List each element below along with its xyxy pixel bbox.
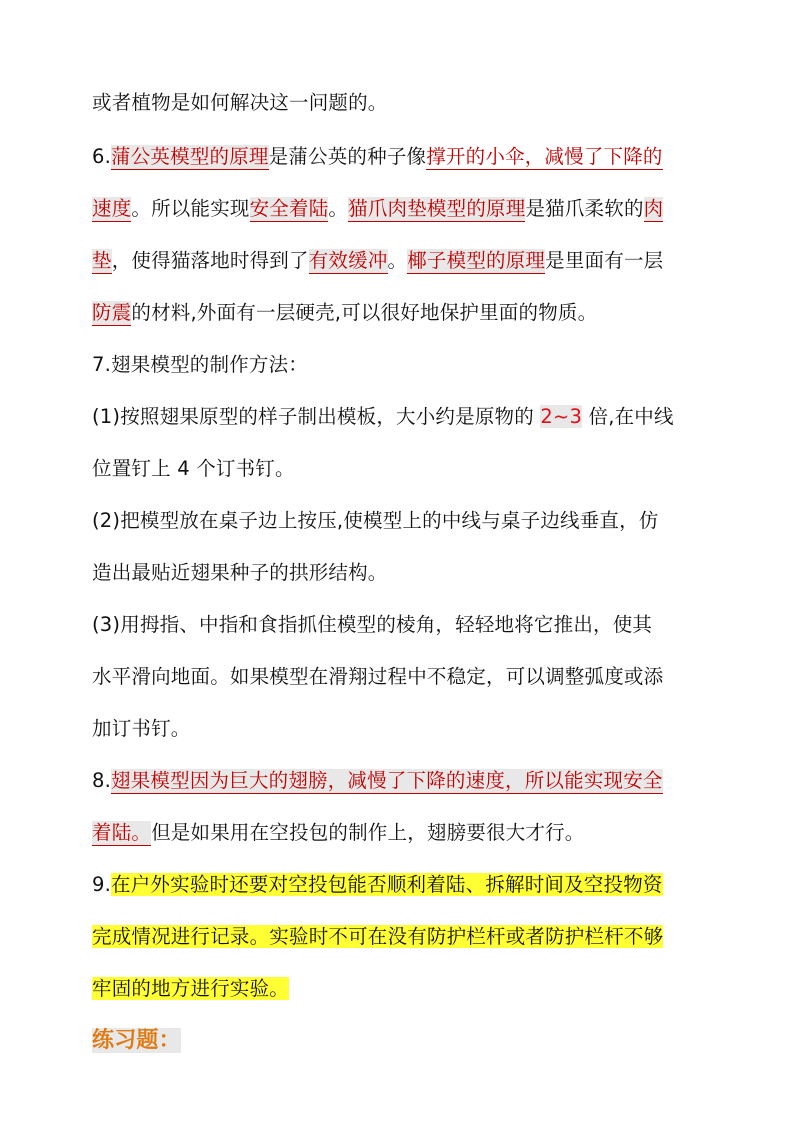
text: 但是如果用在空投包的制作上，翅膀要很大才行。 [151, 821, 585, 844]
text-line [92, 88, 388, 118]
highlighted-term: 撑开的小伞，减慢了下降的 [426, 145, 663, 168]
text: 倍,在中线 [582, 405, 674, 428]
text: (3)用拇指、中指和食指抓住模型的棱角，轻轻地将它推出，使其 [92, 613, 653, 636]
text: 或者植物是如何解决这一问题的。 [92, 91, 388, 114]
text: 6. [92, 145, 112, 168]
text: 。 [328, 197, 349, 220]
text: 位置钉上 4 个订书钉。 [92, 457, 295, 480]
highlighted-term: 速度 [92, 197, 132, 220]
text-line [92, 558, 388, 588]
highlighted-sentence: 完成情况进行记录。实验时不可在没有防护栏杆或者防护栏杆不够 [92, 925, 664, 948]
highlighted-sentence: 着陆。 [92, 821, 152, 844]
exercise-heading: 练习题： [92, 1028, 181, 1053]
highlighted-term: 垫 [92, 249, 112, 272]
text-line [92, 298, 597, 328]
highlighted-number: 2~3 [540, 405, 583, 428]
text: (2)把模型放在桌子边上按压,使模型上的中线与桌子边线垂直，仿 [92, 509, 659, 532]
text-line [92, 610, 652, 640]
text: 9. [92, 873, 112, 896]
text-line [92, 766, 663, 796]
text-line [92, 506, 659, 536]
text: 是里面有一层 [545, 249, 664, 272]
text: 是猫爪柔软的 [525, 197, 644, 220]
text: 水平滑向地面。如果模型在滑翔过程中不稳定，可以调整弧度或添 [92, 665, 664, 688]
highlighted-term: 肉 [643, 197, 664, 220]
text: (1)按照翅果原型的样子制出模板，大小约是原物的 [92, 405, 541, 428]
text-line [92, 974, 289, 1004]
text: ，使得猫落地时得到了 [111, 249, 309, 272]
text-line [92, 246, 663, 276]
text-line [92, 402, 674, 432]
text: 加订书钉。 [92, 717, 191, 740]
highlighted-term: 安全着陆 [249, 197, 329, 220]
text-line [92, 350, 308, 380]
highlighted-term: 有效缓冲 [308, 249, 388, 272]
text: 7.翅果模型的制作方法： [92, 353, 309, 376]
text: 的材料,外面有一层硬壳,可以很好地保护里面的物质。 [131, 301, 598, 324]
text-line [92, 454, 295, 484]
text-line [92, 142, 663, 172]
highlighted-sentence: 牢固的地方进行实验。 [92, 977, 290, 1000]
highlighted-term: 蒲公英模型的原理 [111, 145, 269, 168]
text-line [92, 194, 663, 224]
text: 8. [92, 769, 112, 792]
text-line [92, 870, 663, 900]
highlighted-term: 防震 [92, 301, 132, 324]
text-line [92, 818, 585, 848]
text-line [92, 662, 663, 692]
section-heading [92, 1026, 181, 1056]
text: 。所以能实现 [131, 197, 250, 220]
highlighted-sentence: 在户外实验时还要对空投包能否顺利着陆、拆解时间及空投物资 [111, 873, 663, 896]
text-line [92, 922, 663, 952]
highlighted-sentence: 翅果模型因为巨大的翅膀，减慢了下降的速度，所以能实现安全 [111, 769, 663, 792]
text: 造出最贴近翅果种子的拱形结构。 [92, 561, 388, 584]
text: 。 [387, 249, 408, 272]
text: 是蒲公英的种子像 [268, 145, 427, 168]
text-line [92, 714, 191, 744]
highlighted-term: 猫爪肉垫模型的原理 [348, 197, 526, 220]
highlighted-term: 椰子模型的原理 [407, 249, 546, 272]
